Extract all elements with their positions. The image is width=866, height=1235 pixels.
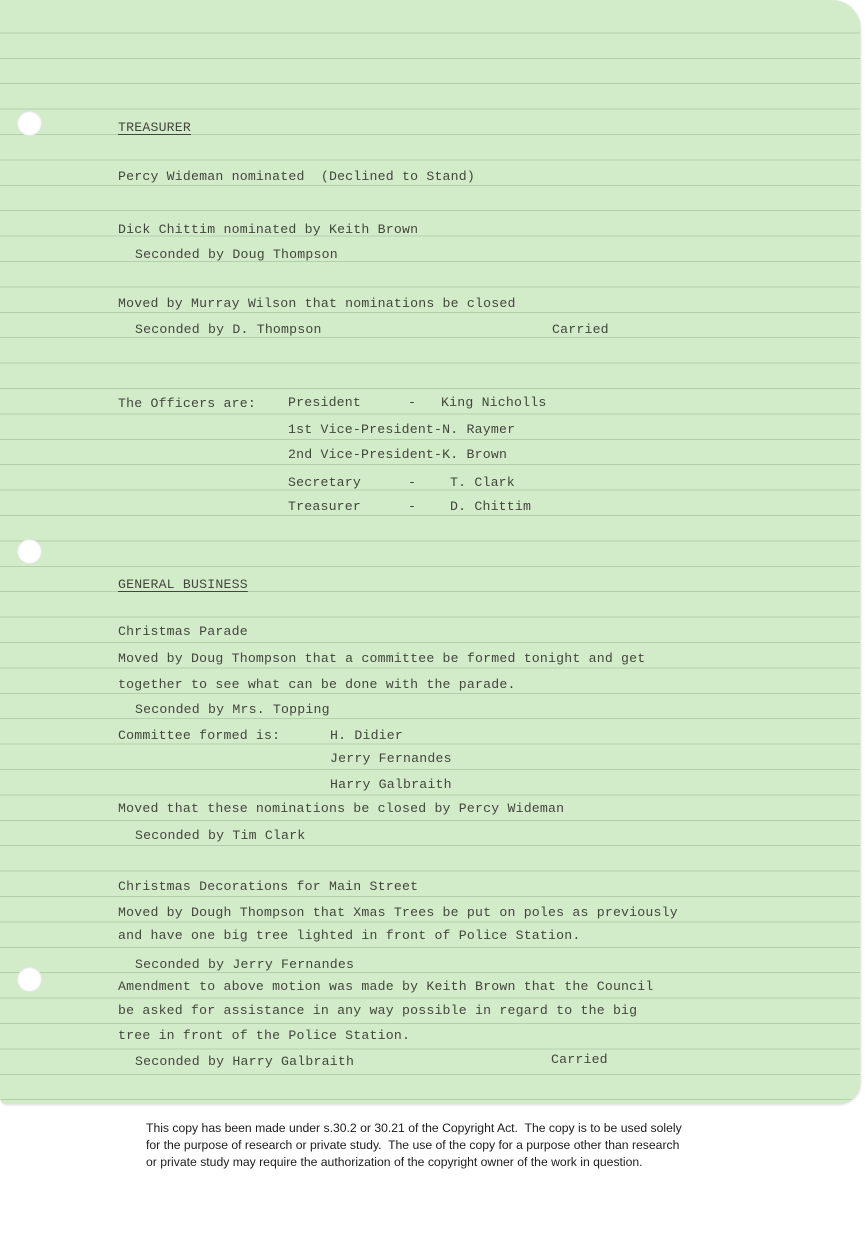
officer-title: 1st Vice-President-N. Raymer bbox=[288, 422, 516, 437]
carried-label: Carried bbox=[552, 322, 609, 337]
minutes-line: Moved by Dough Thompson that Xmas Trees be put on poles as previously bbox=[118, 905, 678, 920]
committee-label: Committee formed is: bbox=[118, 728, 281, 743]
minutes-line: Amendment to above motion was made by Keith Brown that the Council bbox=[118, 979, 654, 994]
officer-title: Treasurer bbox=[288, 499, 362, 514]
committee-member: H. Didier bbox=[330, 728, 404, 743]
minutes-line: Seconded by D. Thompson bbox=[135, 322, 322, 337]
minutes-line: Moved that these nominations be closed by Percy Wideman bbox=[118, 801, 565, 816]
section-heading-treasurer: TREASURER bbox=[118, 120, 192, 135]
officers-intro: The Officers are: bbox=[118, 396, 256, 411]
minutes-line: Percy Wideman nominated (Declined to Stand) bbox=[118, 169, 476, 184]
minutes-line: Moved by Murray Wilson that nominations be closed bbox=[118, 296, 516, 311]
section-heading-general-business: GENERAL BUSINESS bbox=[118, 577, 248, 592]
minutes-line: Seconded by Tim Clark bbox=[135, 828, 306, 843]
officer-name: T. Clark bbox=[450, 475, 515, 490]
minutes-line: Seconded by Harry Galbraith bbox=[135, 1054, 355, 1069]
minutes-line: be asked for assistance in any way possible in regard to the big bbox=[118, 1003, 638, 1018]
item-title: Christmas Decorations for Main Street bbox=[118, 879, 419, 894]
binder-hole bbox=[17, 967, 42, 992]
committee-member: Harry Galbraith bbox=[330, 777, 452, 792]
officer-dash: - bbox=[408, 499, 417, 514]
minutes-line: together to see what can be done with the parade. bbox=[118, 677, 516, 692]
copyright-notice bbox=[146, 1120, 776, 1171]
binder-hole bbox=[17, 111, 42, 136]
minutes-line: Dick Chittim nominated by Keith Brown bbox=[118, 222, 419, 237]
officer-name: D. Chittim bbox=[450, 499, 532, 514]
officer-dash: - bbox=[408, 475, 417, 490]
binder-hole bbox=[17, 539, 42, 564]
minutes-line: tree in front of the Police Station. bbox=[118, 1028, 411, 1043]
officer-dash: - bbox=[408, 395, 417, 410]
notice-line: or private study may require the authorization of the copyright owner of the work in question. bbox=[146, 1155, 643, 1169]
officer-title: 2nd Vice-President-K. Brown bbox=[288, 447, 508, 462]
officer-title: President bbox=[288, 395, 362, 410]
officer-title: Secretary bbox=[288, 475, 362, 490]
officer-name: King Nicholls bbox=[441, 395, 547, 410]
notice-line: for the purpose of research or private study. The use of the copy for a purpose other than research bbox=[146, 1138, 680, 1152]
carried-label: Carried bbox=[551, 1052, 608, 1067]
committee-member: Jerry Fernandes bbox=[330, 751, 452, 766]
minutes-line: Seconded by Doug Thompson bbox=[135, 247, 338, 262]
minutes-line: and have one big tree lighted in front of Police Station. bbox=[118, 928, 581, 943]
minutes-line: Seconded by Mrs. Topping bbox=[135, 702, 330, 717]
minutes-line: Moved by Doug Thompson that a committee be formed tonight and get bbox=[118, 651, 646, 666]
item-title: Christmas Parade bbox=[118, 624, 248, 639]
minutes-line: Seconded by Jerry Fernandes bbox=[135, 957, 355, 972]
notice-line: This copy has been made under s.30.2 or 30.21 of the Copyright Act. The copy is to be used solely bbox=[146, 1121, 682, 1135]
